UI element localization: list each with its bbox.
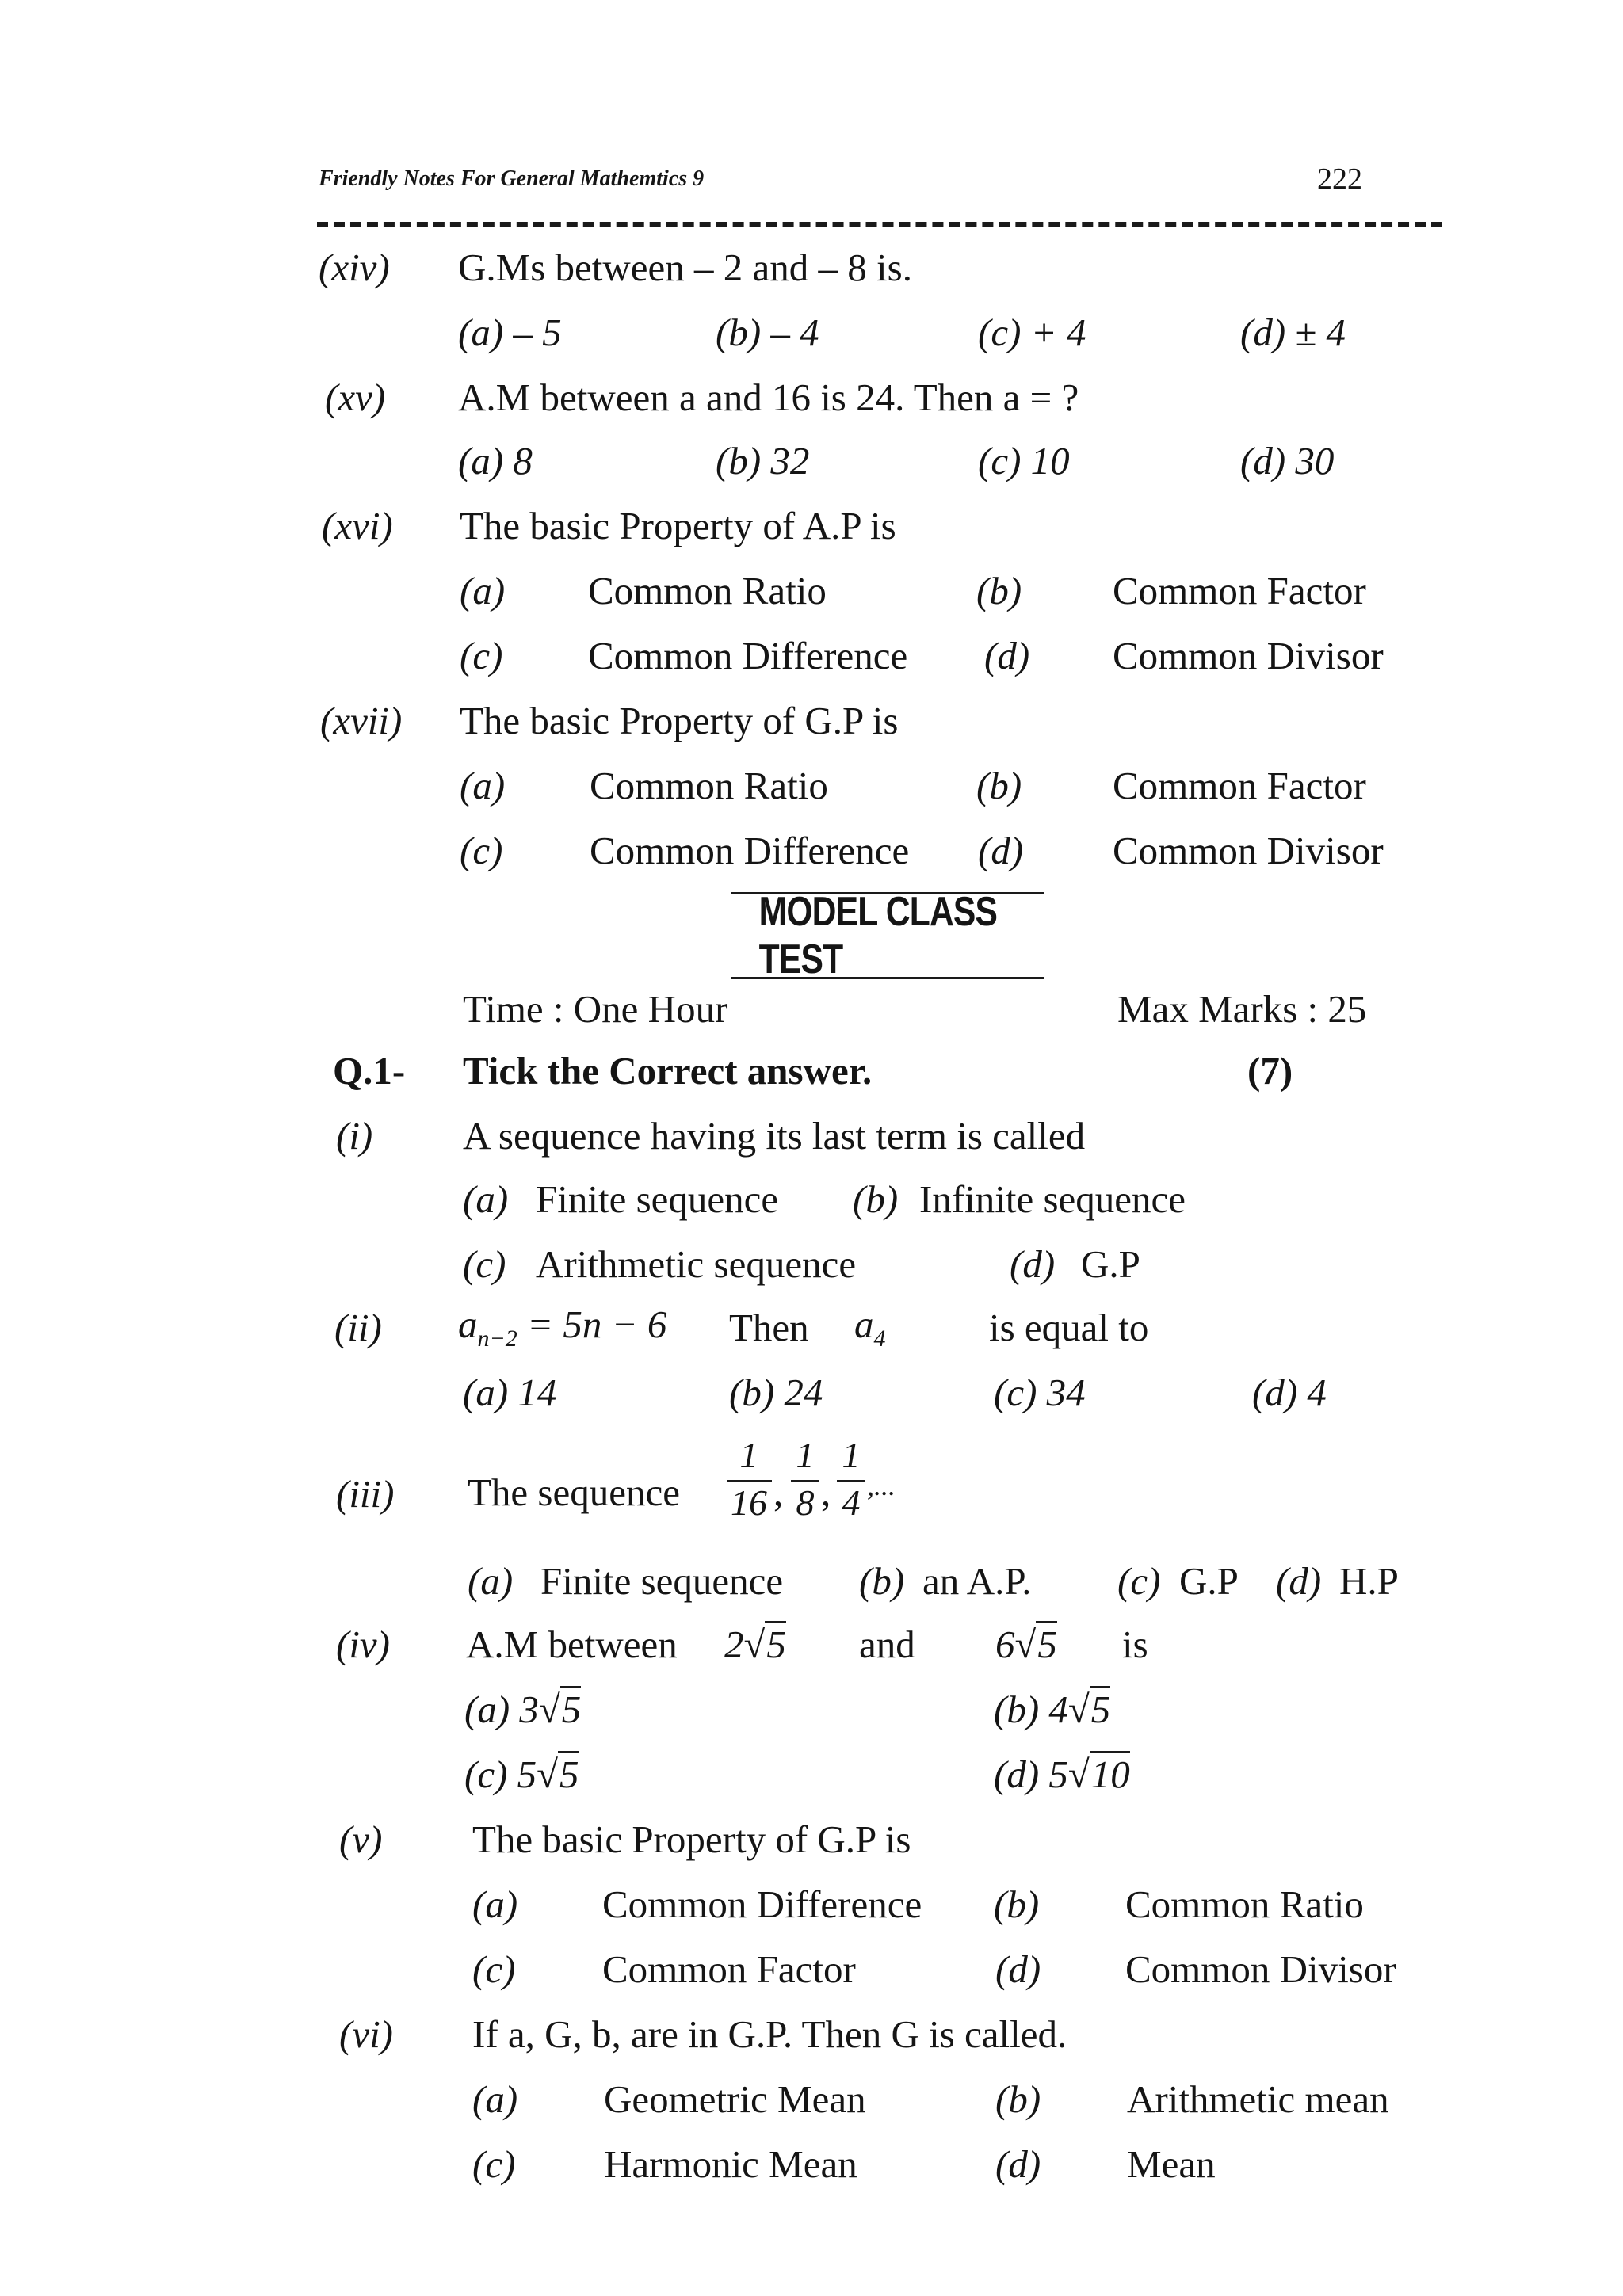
option-b: (b) 24 <box>729 1371 823 1414</box>
question-tail: is equal to <box>989 1306 1149 1349</box>
equation-rhs: = 5n − 6 <box>517 1302 667 1346</box>
option-c-text: Common Difference <box>588 634 908 677</box>
option-a-letter: (a) <box>460 569 506 612</box>
option-c-letter: (c) <box>463 1242 506 1286</box>
option-d-letter: (d) <box>978 829 1024 872</box>
option-b-text: Common Factor <box>1113 764 1366 807</box>
option-b-text: an A.P. <box>922 1559 1032 1603</box>
option-c-letter: (c) <box>472 1947 516 1991</box>
option-c-letter: (c) <box>1117 1559 1161 1603</box>
equation-lhs: a <box>458 1302 478 1346</box>
question-number: (xiv) <box>319 246 390 289</box>
option-c-text: G.P <box>1179 1559 1239 1603</box>
book-title: Friendly Notes For General Mathemtics 9 <box>319 166 705 191</box>
q1-heading: Tick the Correct answer. <box>463 1049 873 1093</box>
question-text: The basic Property of A.P is <box>460 504 896 547</box>
equation-subscript: n−2 <box>477 1325 517 1352</box>
fraction-3-numerator: 1 <box>842 1435 861 1475</box>
option-c-text: Common Difference <box>590 829 910 872</box>
option-d-text: Mean <box>1127 2142 1216 2186</box>
option-d-letter: (d) <box>1010 1242 1056 1286</box>
option-a-letter: (a) <box>460 764 506 807</box>
option-a: (a) 8 <box>458 439 533 482</box>
option-d: (d) 5√10 <box>994 1753 1130 1796</box>
fraction-1-denominator: 16 <box>731 1482 767 1523</box>
term-a4 <box>854 1301 886 1363</box>
header-divider <box>317 222 1442 227</box>
fraction-2-denominator: 8 <box>796 1482 815 1523</box>
coefficient: 3 <box>519 1688 539 1731</box>
option-letter: (d) <box>994 1753 1040 1796</box>
option-b-letter: (b) <box>995 2077 1041 2121</box>
question-text: A sequence having its last term is called <box>463 1114 1086 1158</box>
option-a-text: Common Difference <box>602 1882 922 1926</box>
option-letter: (c) <box>464 1753 508 1796</box>
radicand: 5 <box>559 1753 579 1796</box>
option-d-text: Common Divisor <box>1113 829 1384 872</box>
comma-separator: , <box>821 1470 831 1514</box>
option-b-text: Common Ratio <box>1125 1882 1364 1926</box>
question-text: The basic Property of G.P is <box>460 699 899 742</box>
option-d-text: Common Divisor <box>1125 1947 1396 1991</box>
option-b: (b) – 4 <box>716 311 819 354</box>
value-6-root-5: 6√5 <box>995 1623 1057 1666</box>
comma-separator: , <box>773 1470 784 1514</box>
option-letter: (b) <box>994 1688 1040 1731</box>
option-d-letter: (d) <box>1276 1559 1322 1603</box>
option-d-letter: (d) <box>995 1947 1041 1991</box>
question-number: (vi) <box>339 2012 393 2056</box>
question-number: (v) <box>339 1817 383 1861</box>
option-c-text: Arithmetic sequence <box>536 1242 857 1286</box>
question-number: (ii) <box>334 1306 382 1349</box>
option-b-letter: (b) <box>976 569 1022 612</box>
question-text: The basic Property of G.P is <box>472 1817 911 1861</box>
time-label: Time : One Hour <box>463 987 728 1031</box>
option-c: (c) + 4 <box>978 311 1086 354</box>
q1-number: Q.1- <box>333 1049 406 1093</box>
option-b-letter: (b) <box>994 1882 1040 1926</box>
question-number: (xvii) <box>320 699 403 742</box>
page-number: 222 <box>1317 162 1362 196</box>
q1-marks: (7) <box>1247 1049 1293 1093</box>
option-c-text: Common Factor <box>602 1947 856 1991</box>
option-c: (c) 10 <box>978 439 1070 482</box>
option-b-letter: (b) <box>976 764 1022 807</box>
coefficient: 5 <box>1048 1753 1068 1796</box>
option-d: (d) 4 <box>1252 1371 1327 1414</box>
option-a-text: Common Ratio <box>588 569 827 612</box>
coefficient: 2 <box>724 1623 744 1666</box>
option-a-text: Common Ratio <box>590 764 828 807</box>
option-d-text: Common Divisor <box>1113 634 1384 677</box>
option-d-text: H.P <box>1339 1559 1399 1603</box>
option-c: (c) 34 <box>994 1371 1086 1414</box>
option-b-letter: (b) <box>853 1177 899 1221</box>
option-b-letter: (b) <box>859 1559 905 1603</box>
coefficient: 4 <box>1048 1688 1068 1731</box>
option-b: (b) 32 <box>716 439 810 482</box>
and-word: and <box>859 1623 915 1666</box>
coefficient: 6 <box>995 1623 1015 1666</box>
option-d-text: G.P <box>1081 1242 1140 1286</box>
radicand: 5 <box>1037 1623 1057 1666</box>
option-d-letter: (d) <box>984 634 1030 677</box>
is-word: is <box>1122 1623 1148 1666</box>
radicand: 5 <box>561 1688 582 1731</box>
question-text: G.Ms between – 2 and – 8 is. <box>458 246 912 289</box>
question-number: (xvi) <box>322 504 393 547</box>
option-b-text: Arithmetic mean <box>1127 2077 1389 2121</box>
option-a-text: Geometric Mean <box>604 2077 866 2121</box>
option-c-letter: (c) <box>472 2142 516 2186</box>
question-number: (xv) <box>325 376 386 419</box>
test-title <box>731 889 1044 982</box>
option-b-text: Common Factor <box>1113 569 1366 612</box>
option-letter: (a) <box>464 1688 510 1731</box>
option-a-letter: (a) <box>468 1559 514 1603</box>
then-word: Then <box>729 1306 809 1349</box>
option-a: (a) – 5 <box>458 311 562 354</box>
option-b: (b) 4√5 <box>994 1688 1111 1731</box>
term-subscript: 4 <box>873 1325 886 1352</box>
sequence-ellipsis: ,... <box>867 1470 896 1501</box>
option-c-text: Harmonic Mean <box>604 2142 857 2186</box>
question-number: (i) <box>336 1114 373 1158</box>
max-marks-label: Max Marks : 25 <box>1117 987 1367 1031</box>
fraction-3-denominator: 4 <box>842 1482 861 1523</box>
option-d: (d) 30 <box>1240 439 1335 482</box>
fraction-2-numerator: 1 <box>796 1435 815 1475</box>
option-a-letter: (a) <box>472 1882 518 1926</box>
question-text: If a, G, b, are in G.P. Then G is called. <box>472 2012 1067 2056</box>
radicand: 5 <box>1090 1688 1111 1731</box>
option-a-letter: (a) <box>472 2077 518 2121</box>
question-text: A.M between <box>466 1623 678 1666</box>
radicand: 10 <box>1090 1753 1130 1796</box>
equation <box>458 1301 666 1363</box>
option-a-text: Finite sequence <box>536 1177 779 1221</box>
option-d-letter: (d) <box>995 2142 1041 2186</box>
question-text: A.M between a and 16 is 24. Then a = ? <box>458 376 1079 419</box>
option-c-letter: (c) <box>460 634 503 677</box>
option-d: (d) ± 4 <box>1240 311 1346 354</box>
option-b-text: Infinite sequence <box>919 1177 1186 1221</box>
question-number: (iii) <box>336 1472 395 1516</box>
radicand: 5 <box>766 1623 786 1666</box>
value-2-root-5: 2√5 <box>724 1623 786 1666</box>
option-c: (c) 5√5 <box>464 1753 579 1796</box>
test-title-text: MODEL CLASS TEST <box>758 889 998 982</box>
question-text: The sequence <box>468 1470 680 1514</box>
option-a-letter: (a) <box>463 1177 509 1221</box>
term-letter: a <box>854 1302 874 1346</box>
coefficient: 5 <box>517 1753 537 1796</box>
option-a-text: Finite sequence <box>540 1559 784 1603</box>
option-c-letter: (c) <box>460 829 503 872</box>
question-number: (iv) <box>336 1623 390 1666</box>
fraction-1-numerator: 1 <box>739 1435 758 1475</box>
option-a: (a) 3√5 <box>464 1688 582 1731</box>
option-a: (a) 14 <box>463 1371 557 1414</box>
